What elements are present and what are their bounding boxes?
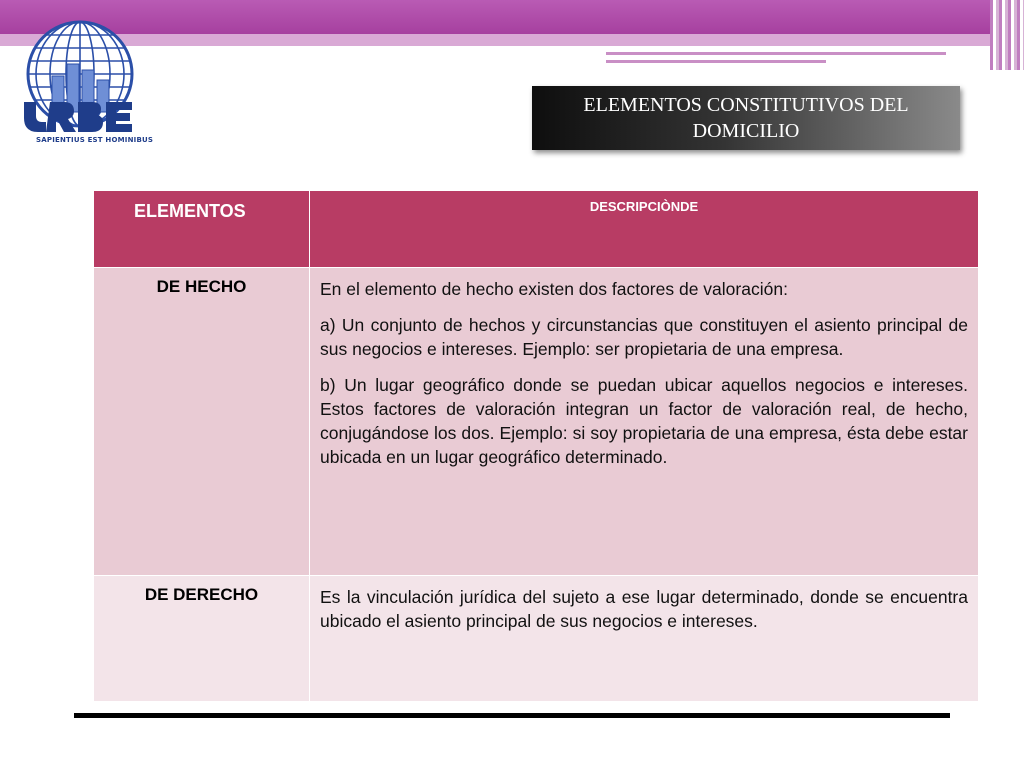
globe-logo-icon bbox=[22, 16, 154, 146]
description-paragraph: b) Un lugar geográfico donde se puedan ubicar aquellos negocios e intereses. Estos factores de valoración integran un factor de valoración real, de hecho, conjugándose los dos. Ejemplo: si soy propietaria de una empresa, ésta debe estar ubicada en un lugar geográfico determinado. bbox=[320, 375, 968, 467]
row-label-de-hecho: DE HECHO bbox=[94, 268, 310, 576]
header-elementos: ELEMENTOS bbox=[94, 191, 310, 268]
header-descripcion: DESCRIPCIÒNDE bbox=[310, 191, 979, 268]
table-row bbox=[94, 576, 979, 702]
top-decorative-band bbox=[0, 0, 1024, 70]
row-description-de-derecho bbox=[310, 576, 979, 702]
band-stripes bbox=[990, 0, 1024, 70]
slide-title-box bbox=[532, 86, 960, 150]
band-main bbox=[0, 0, 990, 34]
band-line bbox=[606, 52, 946, 55]
table-row bbox=[94, 268, 979, 576]
description-paragraph: Es la vinculación jurídica del sujeto a ese lugar determinado, donde se encuentra ubicado el asiento principal de sus negocios e intereses. bbox=[320, 587, 968, 631]
slide-title: ELEMENTOS CONSTITUTIVOS DEL DOMICILIO bbox=[583, 94, 909, 142]
urbe-logo bbox=[22, 16, 154, 146]
bottom-divider bbox=[74, 713, 950, 718]
elements-table bbox=[93, 190, 979, 702]
band-line bbox=[606, 60, 826, 63]
band-light bbox=[0, 34, 990, 46]
row-description-de-hecho bbox=[310, 268, 979, 576]
table-header-row bbox=[94, 191, 979, 268]
description-paragraph: En el elemento de hecho existen dos factores de valoración: bbox=[320, 279, 788, 299]
description-paragraph: a) Un conjunto de hechos y circunstancias que constituyen el asiento principal de sus negocios e intereses. Ejemplo: ser propietaria de una empresa. bbox=[320, 315, 968, 359]
row-label-de-derecho: DE DERECHO bbox=[94, 576, 310, 702]
logo-caption: SAPIENTIUS EST HOMINIBUS bbox=[36, 136, 154, 144]
